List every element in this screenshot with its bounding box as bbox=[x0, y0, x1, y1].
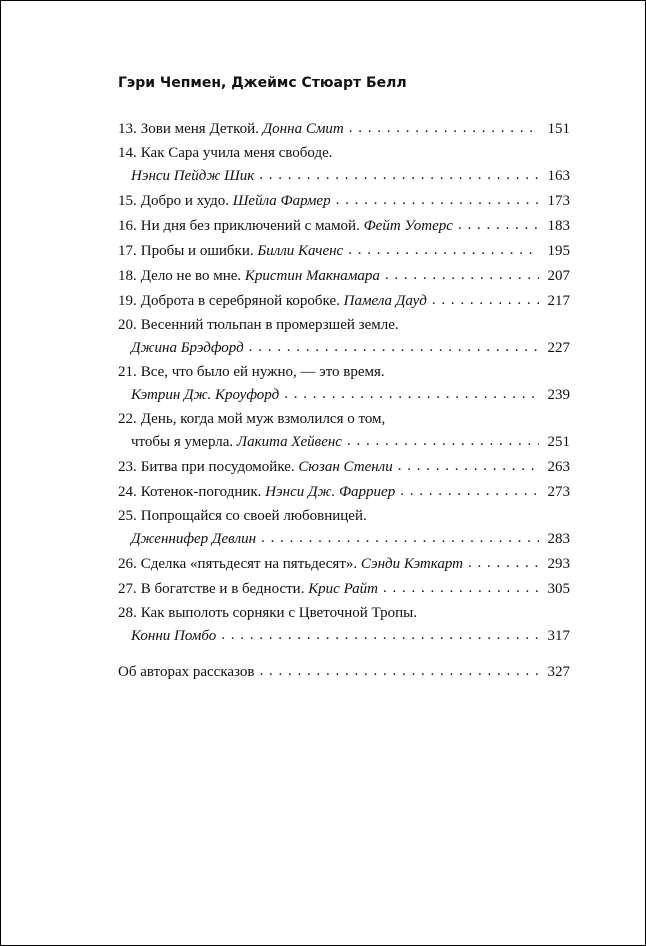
toc-title: Весенний тюльпан в промерзшей земле. bbox=[140, 317, 399, 333]
toc-number: 22. bbox=[118, 411, 137, 427]
toc-entry[interactable] bbox=[118, 602, 570, 649]
toc-entry[interactable] bbox=[118, 577, 570, 602]
leader-dots bbox=[336, 188, 539, 213]
toc-author: Дженнифер Девлин bbox=[131, 531, 257, 547]
toc-author: Сэнди Кэткарт bbox=[360, 556, 464, 572]
toc-author: Памела Дауд bbox=[343, 293, 427, 309]
toc-page-number: 195 bbox=[547, 243, 570, 259]
toc-page-number: 293 bbox=[547, 556, 570, 572]
toc-title: Доброта в серебряной коробке. bbox=[140, 293, 340, 309]
toc-author: Шейла Фармер bbox=[232, 193, 331, 209]
leader-dots bbox=[259, 163, 539, 188]
toc-entry[interactable] bbox=[118, 505, 570, 552]
toc-entry[interactable] bbox=[118, 480, 570, 505]
toc-author: Кэтрин Дж. Кроуфорд bbox=[131, 387, 280, 403]
toc-author: Джина Брэдфорд bbox=[131, 340, 244, 356]
leader-dots bbox=[284, 382, 539, 407]
toc-page-number: 217 bbox=[547, 293, 570, 309]
toc-entry[interactable] bbox=[118, 408, 570, 455]
toc-entry[interactable] bbox=[118, 455, 570, 480]
toc-number: 17. bbox=[118, 243, 137, 259]
toc-page-number: 327 bbox=[547, 664, 570, 680]
toc-title: В богатстве и в бедности. bbox=[140, 581, 305, 597]
toc-page-number: 173 bbox=[547, 193, 570, 209]
toc-line bbox=[118, 430, 570, 455]
leader-dots bbox=[432, 288, 539, 313]
toc-entry[interactable] bbox=[118, 289, 570, 314]
toc-author: Кристин Макнамара bbox=[244, 268, 380, 284]
toc-page-number: 239 bbox=[547, 387, 570, 403]
toc-title: Сделка «пятьдесят на пятьдесят». bbox=[140, 556, 358, 572]
toc-author: Фейт Уотерс bbox=[363, 218, 453, 234]
toc-page-number: 263 bbox=[547, 459, 570, 475]
toc-number: 19. bbox=[118, 293, 137, 309]
toc-author: Донна Смит bbox=[262, 121, 344, 137]
toc-line bbox=[118, 214, 570, 239]
toc-line bbox=[118, 142, 570, 164]
toc-number: 15. bbox=[118, 193, 137, 209]
toc-line bbox=[118, 289, 570, 314]
toc-line bbox=[118, 164, 570, 189]
toc-number: 26. bbox=[118, 556, 137, 572]
toc-page-number: 251 bbox=[547, 434, 570, 450]
toc-line bbox=[118, 117, 570, 142]
toc-page-number: 163 bbox=[547, 168, 570, 184]
toc-line bbox=[118, 239, 570, 264]
toc-line bbox=[118, 264, 570, 289]
leader-dots bbox=[348, 238, 539, 263]
toc-page-number: 317 bbox=[547, 628, 570, 644]
toc-number: 16. bbox=[118, 218, 137, 234]
toc-line bbox=[118, 552, 570, 577]
toc-title: Котенок-погодник. bbox=[140, 484, 262, 500]
toc-number: 27. bbox=[118, 581, 137, 597]
leader-dots bbox=[383, 576, 539, 601]
toc-author: Конни Помбо bbox=[131, 628, 217, 644]
leader-dots bbox=[259, 659, 539, 684]
toc-line bbox=[118, 408, 570, 430]
toc-entry[interactable] bbox=[118, 117, 570, 142]
toc-title: Битва при посудомойке. bbox=[140, 459, 295, 475]
toc-entry[interactable] bbox=[118, 552, 570, 577]
toc-title: Как Сара учила меня свободе. bbox=[140, 145, 333, 161]
toc-title: Дело не во мне. bbox=[140, 268, 242, 284]
table-of-contents bbox=[118, 117, 570, 685]
toc-number: 18. bbox=[118, 268, 137, 284]
toc-title: Пробы и ошибки. bbox=[140, 243, 254, 259]
toc-entry[interactable] bbox=[118, 361, 570, 408]
toc-entry[interactable] bbox=[118, 142, 570, 189]
toc-line bbox=[118, 624, 570, 649]
toc-title: Как выполоть сорняки с Цветочной Тропы. bbox=[140, 605, 417, 621]
toc-entry-about-authors[interactable] bbox=[118, 660, 570, 685]
toc-author: Билли Каченс bbox=[257, 243, 344, 259]
toc-number: 28. bbox=[118, 605, 137, 621]
toc-entry[interactable] bbox=[118, 239, 570, 264]
toc-number: 13. bbox=[118, 121, 137, 137]
toc-page-number: 227 bbox=[547, 340, 570, 356]
toc-number: 20. bbox=[118, 317, 137, 333]
toc-number: 21. bbox=[118, 364, 137, 380]
toc-title: Все, что было ей нужно, — это время. bbox=[140, 364, 385, 380]
running-head: Гэри Чепмен, Джеймс Стюарт Белл bbox=[118, 75, 407, 91]
toc-number: 23. bbox=[118, 459, 137, 475]
toc-page-number: 207 bbox=[547, 268, 570, 284]
leader-dots bbox=[468, 551, 539, 576]
toc-title: Ни дня без приключений с мамой. bbox=[140, 218, 360, 234]
toc-title: Об авторах рассказов bbox=[118, 664, 255, 680]
toc-line bbox=[118, 455, 570, 480]
toc-line bbox=[118, 577, 570, 602]
toc-line bbox=[118, 602, 570, 624]
leader-dots bbox=[400, 479, 539, 504]
leader-dots bbox=[249, 335, 539, 360]
toc-number: 24. bbox=[118, 484, 137, 500]
toc-number: 14. bbox=[118, 145, 137, 161]
toc-line bbox=[118, 189, 570, 214]
toc-page-number: 183 bbox=[547, 218, 570, 234]
leader-dots bbox=[261, 526, 539, 551]
toc-title: Добро и худо. bbox=[140, 193, 230, 209]
toc-page-number: 283 bbox=[547, 531, 570, 547]
toc-author: Крис Райт bbox=[308, 581, 378, 597]
toc-author: Нэнси Пейдж Шик bbox=[131, 168, 255, 184]
toc-line bbox=[118, 336, 570, 361]
leader-dots bbox=[347, 429, 539, 454]
toc-line bbox=[118, 314, 570, 336]
toc-number: 25. bbox=[118, 508, 137, 524]
toc-page-number: 305 bbox=[547, 581, 570, 597]
leader-dots bbox=[398, 454, 539, 479]
toc-entry[interactable] bbox=[118, 189, 570, 214]
toc-author: Сюзан Стенли bbox=[298, 459, 393, 475]
toc-line bbox=[118, 480, 570, 505]
toc-title: Зови меня Деткой. bbox=[140, 121, 259, 137]
toc-entry[interactable] bbox=[118, 314, 570, 361]
toc-line bbox=[118, 383, 570, 408]
leader-dots bbox=[221, 623, 539, 648]
leader-dots bbox=[458, 213, 539, 238]
toc-line bbox=[118, 361, 570, 383]
toc-title: Попрощайся со своей любовницей. bbox=[140, 508, 367, 524]
toc-line bbox=[118, 505, 570, 527]
toc-page-number: 273 bbox=[547, 484, 570, 500]
toc-entry[interactable] bbox=[118, 214, 570, 239]
toc-title: чтобы я умерла. bbox=[131, 434, 234, 450]
toc-author: Нэнси Дж. Фарриер bbox=[265, 484, 396, 500]
leader-dots bbox=[349, 116, 539, 141]
toc-line bbox=[118, 527, 570, 552]
toc-entry[interactable] bbox=[118, 264, 570, 289]
toc-author: Лакита Хейвенс bbox=[236, 434, 342, 450]
leader-dots bbox=[385, 263, 539, 288]
toc-title: День, когда мой муж взмолился о том, bbox=[140, 411, 386, 427]
toc-page-number: 151 bbox=[547, 121, 570, 137]
